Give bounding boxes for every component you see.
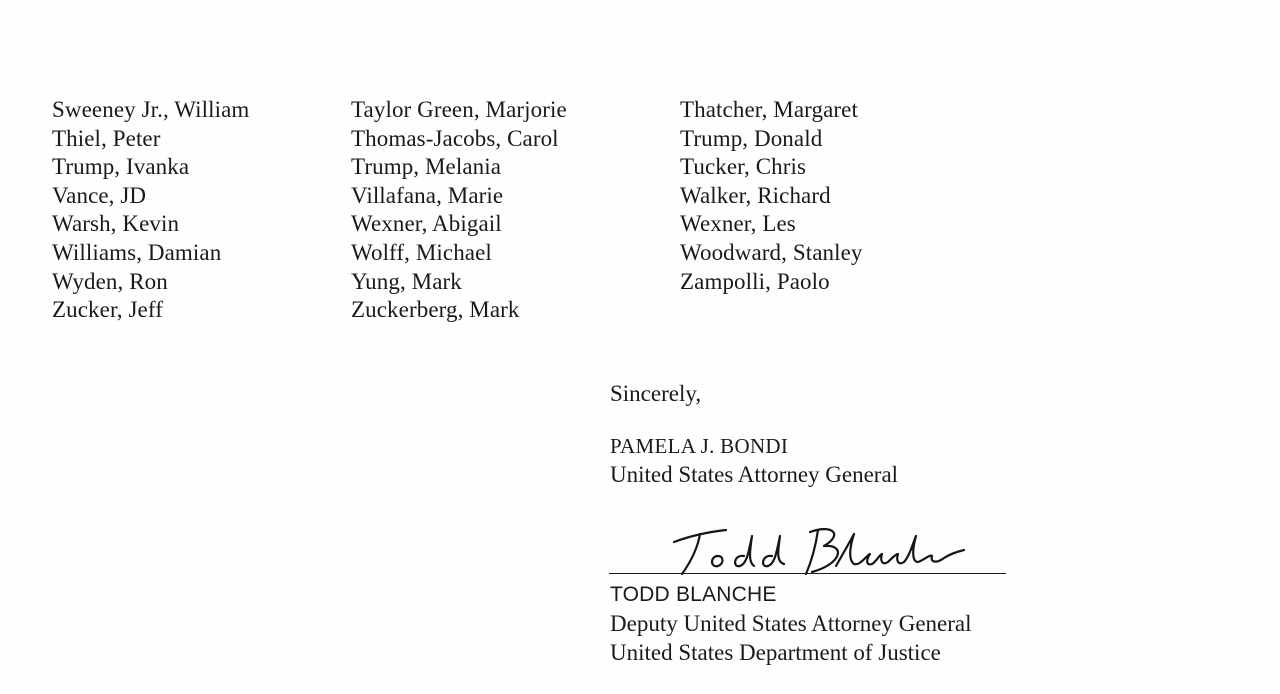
- sender-name: PAMELA J. BONDI: [610, 434, 789, 458]
- list-item: Thomas-Jacobs, Carol: [351, 125, 559, 151]
- list-item: Vance, JD: [52, 182, 147, 208]
- sender-title: United States Attorney General: [610, 462, 899, 487]
- names-column-2: [351, 96, 567, 325]
- list-item: Thiel, Peter: [52, 125, 161, 151]
- closing-salutation: Sincerely,: [610, 381, 702, 406]
- list-item: Zuckerberg, Mark: [351, 297, 520, 323]
- list-item: Yung, Mark: [351, 268, 462, 294]
- list-item: Taylor Green, Marjorie: [351, 97, 567, 122]
- list-item: Zucker, Jeff: [52, 297, 163, 323]
- handwritten-signature: [660, 516, 970, 586]
- signer-department: United States Department of Justice: [610, 640, 941, 665]
- list-item: Walker, Richard: [680, 182, 831, 208]
- signer-title: Deputy United States Attorney General: [610, 611, 972, 636]
- list-item: Zampolli, Paolo: [680, 268, 830, 294]
- list-item: Wolff, Michael: [351, 239, 492, 265]
- list-item: Trump, Donald: [680, 125, 823, 151]
- list-item: Villafana, Marie: [351, 182, 504, 208]
- names-column-3: [680, 96, 863, 296]
- list-item: Trump, Melania: [351, 154, 502, 180]
- list-item: Wyden, Ron: [52, 268, 168, 294]
- list-item: Warsh, Kevin: [52, 211, 180, 237]
- list-item: Tucker, Chris: [680, 154, 807, 180]
- list-item: Trump, Ivanka: [52, 154, 190, 180]
- list-item: Wexner, Abigail: [351, 211, 502, 237]
- list-item: Williams, Damian: [52, 239, 222, 265]
- names-column-1: [52, 96, 249, 325]
- list-item: Woodward, Stanley: [680, 239, 863, 265]
- list-item: Thatcher, Margaret: [680, 97, 858, 122]
- signature-line: [609, 573, 1006, 574]
- list-item: Wexner, Les: [680, 211, 796, 237]
- signer-name: TODD BLANCHE: [610, 583, 777, 606]
- list-item: Sweeney Jr., William: [52, 97, 250, 122]
